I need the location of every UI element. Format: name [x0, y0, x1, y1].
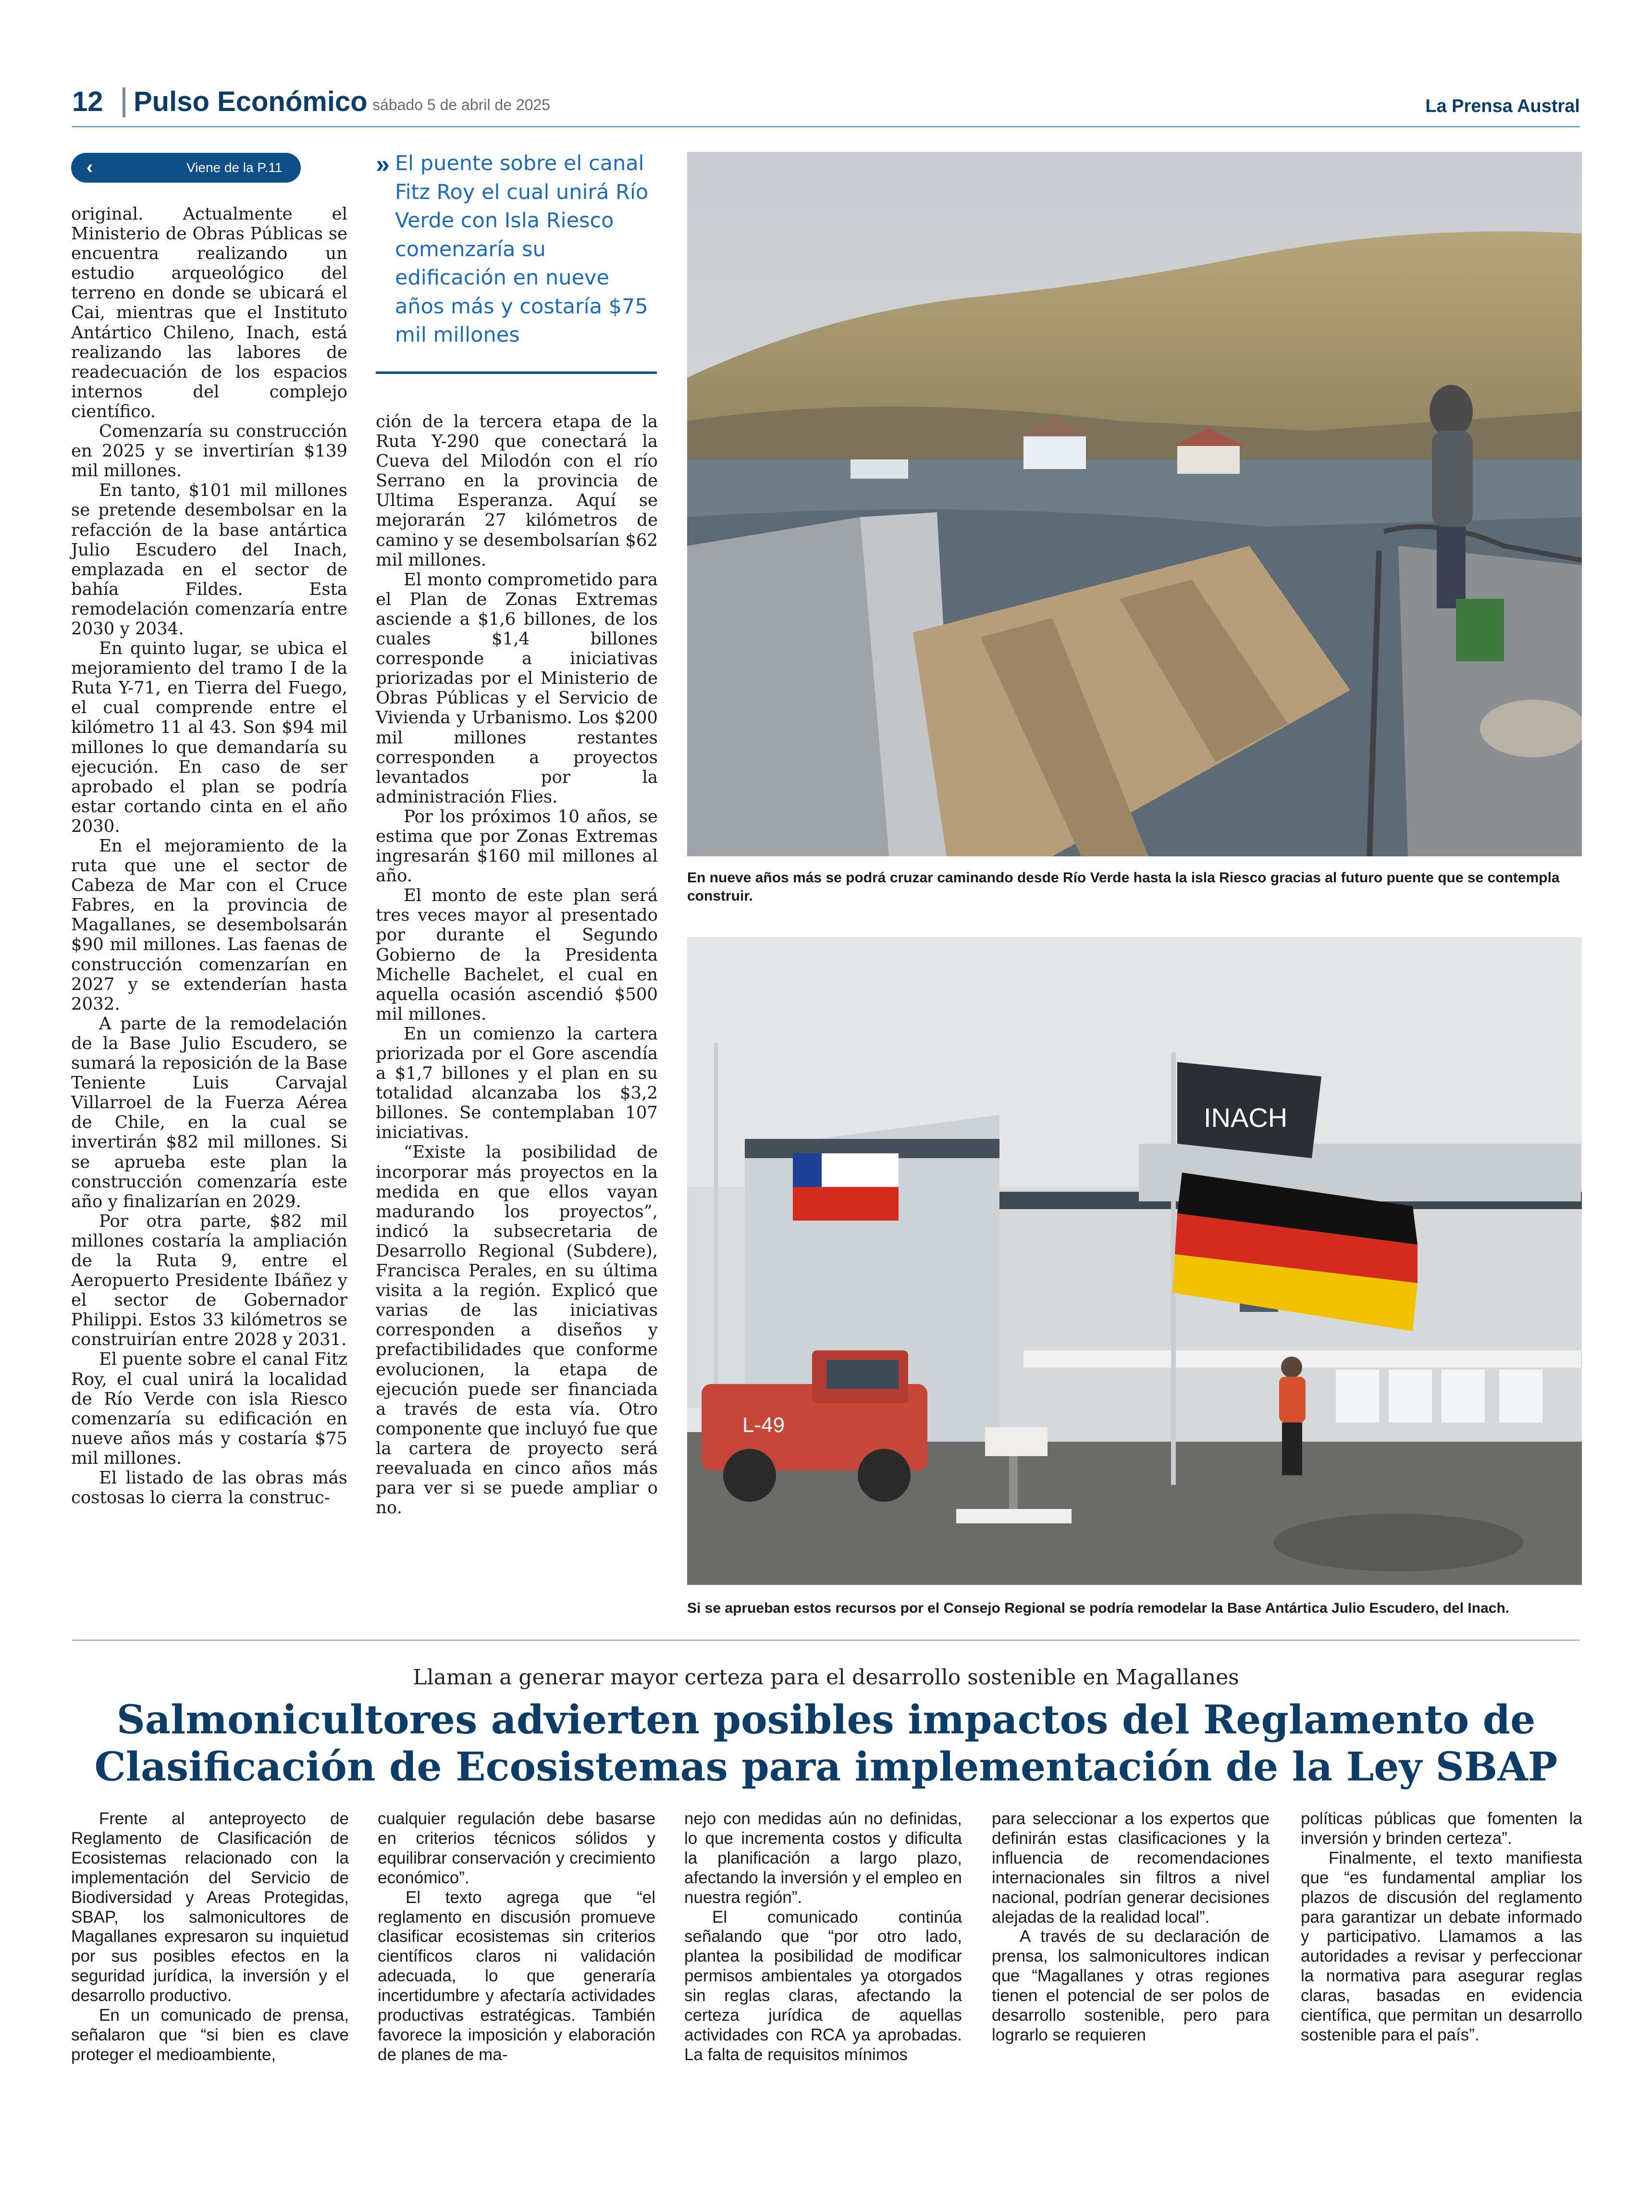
ferry-ramp-illustration	[687, 152, 1582, 856]
header-rule	[72, 126, 1580, 127]
chevron-left-icon: ‹	[86, 157, 93, 178]
article2-headline: Salmonicultores advierten posibles impactos del Reglamento de Clasificación de Ecosistemas para implementación de la Ley SBAP	[94, 1697, 1558, 1790]
section-divider	[72, 1640, 1580, 1641]
paragraph: En quinto lugar, se ubica el mejoramiento del tramo I de la Ruta Y-71, en Tierra del Fuego, el cual comprende entre el kilómetro 11 al 43. Son $94 mil millones lo que demandaría su ejecución. En caso de ser aprobado el plan se podría estar cortando cinta en el año 2030.	[71, 639, 347, 836]
ferry-ramp-photo	[687, 152, 1582, 856]
truck-id-text: L-49	[742, 1413, 785, 1437]
paragraph: Por otra parte, $82 mil millones costaría la ampliación de la Ruta 9, entre el Aeropuerto Presidente Ibáñez y el sector de Gobernador Philippi. Estos 33 kilómetros se construirían entre 2028 y 2031.	[71, 1211, 347, 1350]
section-title: Pulso Económico	[134, 86, 368, 117]
paragraph: “Existe la posibilidad de incorporar más proyectos en la medida en que ellos vayan madurando los proyectos”, indicó la subsecretaria de Desarrollo Regional (Subdere), Francisca Perales, en su última visita a la región. Explicó que varias de las iniciativas corresponden a diseños y prefactibilidades que conforme evolucionen, la etapa de ejecución puede ser financiada a través de esta vía. Otro componente que incluyó fue que la cartera de proyecto será reevaluada en cinco años más para ver si se puede ampliar o no.	[376, 1142, 658, 1518]
continued-from-link[interactable]	[71, 153, 301, 183]
paragraph: cualquier regulación debe basarse en criterios técnicos sólidos y equilibrar conservación y crecimiento económico”.	[378, 1809, 655, 1887]
paragraph: A parte de la remodelación de la Base Julio Escudero, se sumará la reposición de la Base Teniente Luis Carvajal Villarroel de la Fuerza Aérea de Chile, en la cual se invertirán $82 mil millones. Si se aprueba este plan la construcción comenzaría este año y finalizarían en 2029.	[71, 1013, 347, 1211]
paragraph: políticas públicas que fomenten la inversión y brinden certeza”.	[1301, 1809, 1582, 1848]
paragraph: En un comienzo la cartera priorizada por el Gore ascendía a $1,7 billones y el plan en su totalidad alcanzaba los $3,2 billones. Se contemplaban 107 iniciativas.	[376, 1024, 658, 1143]
pull-quote: El puente sobre el canal Fitz Roy el cual unirá Río Verde con Isla Riesco comenzaría su edificación en nueve años más y costaría $75 mil millones	[395, 151, 649, 347]
paragraph: para seleccionar a los expertos que definirán estas clasificaciones y la influencia de recomendaciones internacionales sin filtros a nivel nacional, podrían generar decisiones alejadas de la realidad local”.	[992, 1809, 1270, 1927]
paragraph: Finalmente, el texto manifiesta que “es fundamental ampliar los plazos de discusión del reglamento para garantizar un debate informado y participativo. Llamamos a las autoridades a revisar y perfeccionar la normativa para asegurar reglas claras, basadas en evidencia científica, que permitan un desarrollo sostenible para el país”.	[1301, 1848, 1582, 2044]
paragraph: ción de la tercera etapa de la Ruta Y-290 que conectará la Cueva del Milodón con el río Serrano en la provincia de Ultima Esperanza. Aquí se mejorarán 27 kilómetros de camino y se desembolsarían $62 mil millones.	[376, 412, 658, 570]
antarctic-base-illustration	[687, 937, 1582, 1585]
issue-date: sábado 5 de abril de 2025	[372, 96, 551, 113]
paragraph: El listado de las obras más costosas lo cierra la construc-	[71, 1468, 347, 1508]
paragraph: Por los próximos 10 años, se estima que por Zonas Extremas ingresarán $160 mil millones al año.	[376, 806, 658, 886]
paragraph: El puente sobre el canal Fitz Roy, el cual unirá la localidad de Río Verde con isla Riesco comenzaría su edificación en nueve años más y costaría $75 mil millones.	[71, 1349, 347, 1468]
paragraph: original. Actualmente el Ministerio de Obras Públicas se encuentra realizando un estudio arqueológico del terreno en donde se ubicará el Cai, mientras que el Instituto Antártico Chileno, Inach, está realizando las labores de readecuación de los espacios internos del complejo científico.	[71, 204, 347, 421]
paragraph: Comenzaría su construcción en 2025 y se invertirían $139 mil millones.	[71, 421, 347, 481]
article-column-2	[376, 412, 658, 1518]
article2-column-4	[992, 1809, 1270, 2045]
article2-column-1	[71, 1809, 349, 2065]
page-number: 12	[72, 86, 103, 117]
paragraph: Frente al anteproyecto de Reglamento de Clasificación de Ecosistemas relacionado con la implementación del Servicio de Biodiversidad y Areas Protegidas, SBAP, los salmonicultores de Magallanes expresaron su inquietud por sus posibles efectos en la seguridad jurídica, la inversión y el desarrollo productivo.	[71, 1809, 349, 2005]
continued-from-label: Viene de la P.11	[186, 160, 283, 175]
paragraph: nejo con medidas aún no definidas, lo que incrementa costos y dificulta la planificación a largo plazo, afectando la inversión y el empleo en nuestra región”.	[684, 1809, 962, 1907]
paragraph: En un comunicado de prensa, señalaron que “si bien es clave proteger el medioambiente,	[71, 2006, 349, 2064]
publication-name: La Prensa Austral	[1425, 96, 1580, 116]
photo1-caption: En nueve años más se podrá cruzar caminando desde Río Verde hasta la isla Riesco gracias al futuro puente que se contempla construir.	[687, 870, 1560, 904]
paragraph: En tanto, $101 mil millones se pretende desembolsar en la refacción de la base antártica Julio Escudero del Inach, emplazada en el sector de bahía Fildes. Esta remodelación comenzaría entre 2030 y 2034.	[71, 481, 347, 639]
header-separator	[123, 87, 125, 117]
paragraph: A través de su declaración de prensa, los salmonicultores indican que “Magallanes y otras regiones tienen el potencial de ser polos de desarrollo sostenible, pero para lograrlo se requieren	[992, 1927, 1270, 2044]
paragraph: El texto agrega que “el reglamento en discusión promueve clasificar ecosistemas sin criterios científicos claros ni validación adecuada, lo que generaría incertidumbre y afectaría actividades productivas estratégicas. También favorece la imposición y elaboración de planes de ma-	[378, 1888, 655, 2064]
inach-flag-text: INACH	[1204, 1102, 1288, 1133]
article2-column-3	[684, 1809, 962, 2065]
paragraph: El monto comprometido para el Plan de Zonas Extremas asciende a $1,6 billones, de los cuales $1,4 billones corresponde a iniciativas priorizadas por el Ministerio de Obras Públicas y el Servicio de Vivienda y Urbanismo. Los $200 mil millones restantes corresponden a proyectos levantados por la administración Flies.	[376, 569, 658, 807]
double-chevron-icon: »	[376, 150, 387, 178]
pull-quote-rule	[376, 371, 657, 374]
article2-kicker: Llaman a generar mayor certeza para el desarrollo sostenible en Magallanes	[413, 1665, 1239, 1690]
paragraph: El comunicado continúa señalando que “por otro lado, plantea la posibilidad de modificar permisos ambientales ya otorgados sin reglas claras, afectando la certeza jurídica de aquellas actividades con RCA ya aprobadas. La falta de requisitos mínimos	[684, 1907, 962, 2064]
paragraph: En el mejoramiento de la ruta que une el sector de Cabeza de Mar con el Cruce Fabres, en la provincia de Magallanes, se desembolsarán $90 mil millones. Las faenas de construcción comenzarían en 2027 y se extenderían hasta 2032.	[71, 836, 347, 1014]
antarctic-base-photo	[687, 937, 1582, 1585]
photo2-caption: Si se aprueban estos recursos por el Consejo Regional se podría remodelar la Base Antártica Julio Escudero, del Inach.	[687, 1600, 1510, 1616]
article2-column-2	[378, 1809, 655, 2065]
inach-flag	[1177, 1062, 1321, 1158]
article2-column-5	[1301, 1809, 1582, 2045]
article-column-1	[71, 204, 347, 1508]
paragraph: El monto de este plan será tres veces mayor al presentado por durante el Segundo Gobierno de la Presidenta Michelle Bachelet, el cual en aquella ocasión ascendió $500 mil millones.	[376, 886, 658, 1024]
chilean-flag	[793, 1153, 899, 1221]
